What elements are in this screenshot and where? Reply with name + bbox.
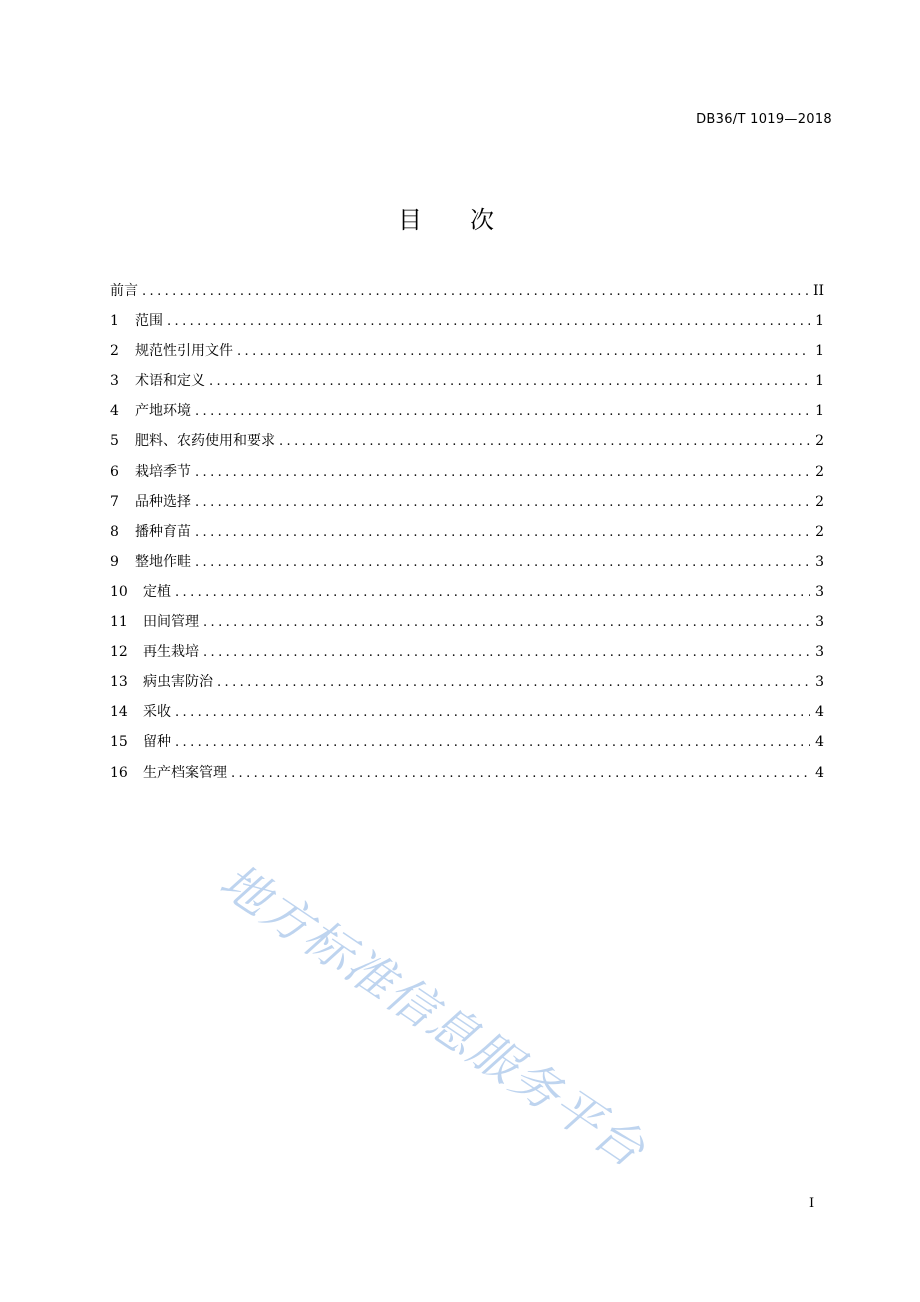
toc-entry-page: 3 — [815, 583, 824, 600]
toc-entry-label: 采收 — [143, 704, 171, 721]
toc-entry-12[interactable] — [110, 637, 824, 667]
toc-entry-number: 15 — [110, 734, 128, 751]
toc-entry-foreword[interactable] — [110, 276, 824, 306]
toc-entry-label: 肥料、农药使用和要求 — [135, 433, 275, 450]
toc-entry-number: 6 — [110, 463, 119, 480]
toc-entry-label: 生产档案管理 — [143, 764, 227, 781]
toc-entry-number: 3 — [110, 373, 119, 390]
toc-entry-label: 整地作畦 — [135, 553, 191, 570]
toc-entry-14[interactable] — [110, 697, 824, 727]
toc-entry-6[interactable] — [110, 457, 824, 487]
toc-leader-dots — [217, 668, 810, 698]
toc-entry-16[interactable] — [110, 758, 824, 788]
toc-entry-label: 再生栽培 — [143, 644, 199, 661]
toc-entry-label: 规范性引用文件 — [135, 343, 233, 360]
toc-entry-number: 7 — [110, 493, 119, 510]
toc-entry-number: 8 — [110, 523, 119, 540]
toc-leader-dots — [237, 337, 810, 367]
toc-entry-page: 4 — [815, 764, 824, 781]
toc-entry-number: 10 — [110, 583, 128, 600]
toc-entry-page: 4 — [815, 734, 824, 751]
toc-entry-label: 范围 — [135, 313, 163, 330]
toc-entry-page: 1 — [815, 403, 824, 420]
toc-entry-number: 16 — [110, 764, 128, 781]
toc-entry-label: 定植 — [143, 583, 171, 600]
toc-entry-page: 2 — [815, 493, 824, 510]
toc-leader-dots — [175, 728, 810, 758]
toc-entry-label: 留种 — [143, 734, 171, 751]
toc-entry-label: 术语和定义 — [135, 373, 205, 390]
document-code: DB36/T 1019—2018 — [696, 112, 832, 127]
toc-entry-page: 3 — [815, 553, 824, 570]
toc-leader-dots — [279, 427, 810, 457]
toc-entry-label: 品种选择 — [135, 493, 191, 510]
toc-entry-4[interactable] — [110, 396, 824, 426]
toc-entry-11[interactable] — [110, 607, 824, 637]
toc-entry-page: 2 — [815, 463, 824, 480]
toc-leader-dots — [231, 759, 810, 789]
toc-entry-1[interactable] — [110, 306, 824, 336]
toc-entry-7[interactable] — [110, 487, 824, 517]
toc-entry-page: 3 — [815, 644, 824, 661]
toc-title: 目次 — [398, 206, 542, 234]
toc-entry-label: 栽培季节 — [135, 463, 191, 480]
toc-entry-3[interactable] — [110, 366, 824, 396]
toc-entry-number: 1 — [110, 313, 119, 330]
toc-leader-dots — [195, 397, 810, 427]
toc-entry-label: 产地环境 — [135, 403, 191, 420]
toc-leader-dots — [203, 638, 810, 668]
toc-leader-dots — [195, 518, 810, 548]
toc-entry-10[interactable] — [110, 577, 824, 607]
toc-leader-dots — [175, 578, 810, 608]
toc-entry-label: 前言 — [110, 283, 138, 299]
toc-entry-number: 13 — [110, 674, 128, 691]
toc-entry-number: 2 — [110, 343, 119, 360]
toc-entry-page: 4 — [815, 704, 824, 721]
toc-entry-page: 3 — [815, 674, 824, 691]
toc-entry-page: 2 — [815, 523, 824, 540]
toc-entry-number: 12 — [110, 644, 128, 661]
toc-entry-label: 病虫害防治 — [143, 674, 213, 691]
toc-entry-label: 田间管理 — [143, 614, 199, 631]
toc-entry-label: 播种育苗 — [135, 523, 191, 540]
toc-leader-dots — [175, 698, 810, 728]
toc-entry-8[interactable] — [110, 517, 824, 547]
toc-entry-5[interactable] — [110, 426, 824, 456]
toc-entry-number: 9 — [110, 553, 119, 570]
toc-entry-page: 2 — [815, 433, 824, 450]
toc-leader-dots — [195, 548, 810, 578]
toc-entry-number: 14 — [110, 704, 128, 721]
toc-leader-dots — [203, 608, 810, 638]
toc-entry-page: 3 — [815, 614, 824, 631]
toc-entry-13[interactable] — [110, 667, 824, 697]
watermark: 地方标准信息服务平台 — [209, 853, 656, 1180]
toc-entry-9[interactable] — [110, 547, 824, 577]
toc-entry-page: II — [812, 283, 824, 299]
toc-leader-dots — [142, 277, 809, 307]
page-number: I — [809, 1196, 815, 1211]
toc-leader-dots — [209, 367, 810, 397]
toc-leader-dots — [195, 488, 810, 518]
toc-entry-15[interactable] — [110, 727, 824, 757]
toc-entry-number: 5 — [110, 433, 119, 450]
table-of-contents — [110, 276, 824, 788]
toc-entry-page: 1 — [815, 343, 824, 360]
toc-leader-dots — [167, 307, 810, 337]
toc-entry-page: 1 — [815, 313, 824, 330]
toc-entry-2[interactable] — [110, 336, 824, 366]
toc-entry-page: 1 — [815, 373, 824, 390]
toc-entry-number: 4 — [110, 403, 119, 420]
toc-entry-number: 11 — [110, 614, 128, 631]
toc-leader-dots — [195, 458, 810, 488]
